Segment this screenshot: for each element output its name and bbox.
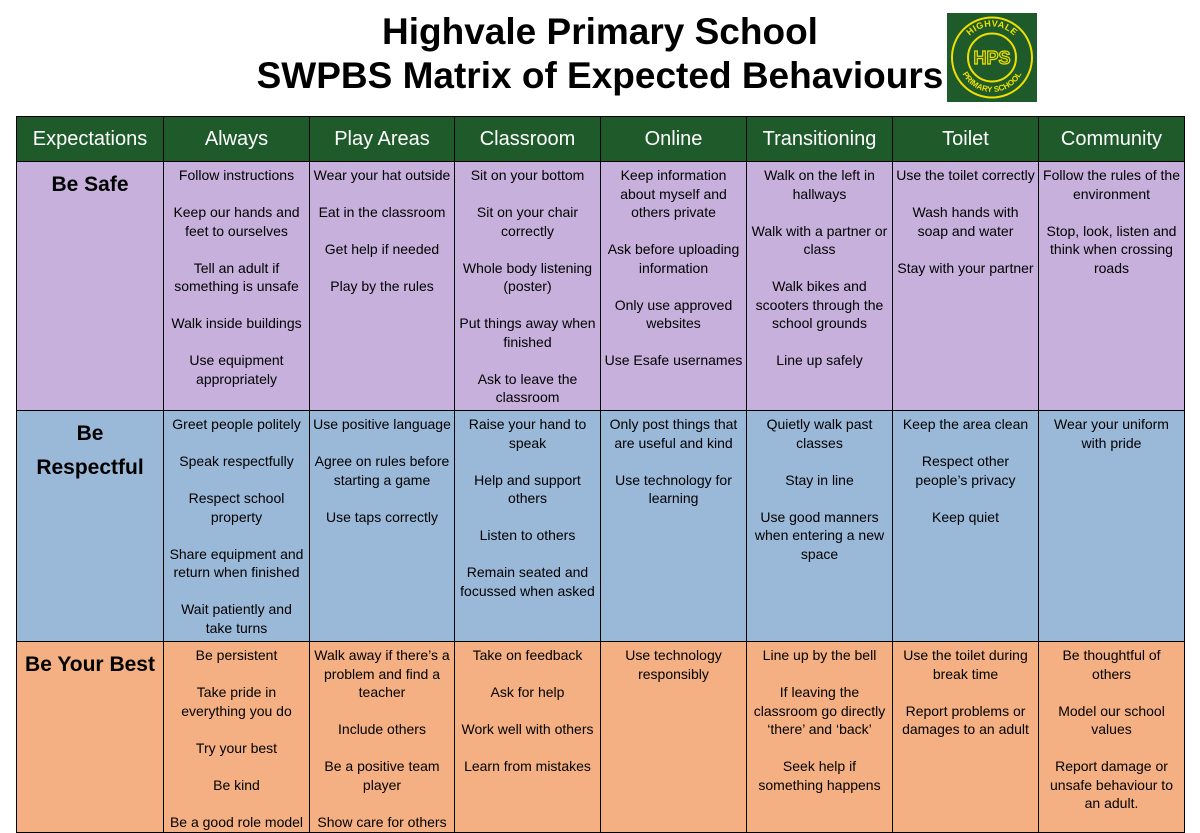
matrix-cell [164, 642, 310, 833]
matrix-cell [601, 411, 747, 642]
behaviour-item: Only post things that are useful and kind [609, 416, 738, 451]
behaviour-item: Use taps correctly [325, 508, 439, 525]
behaviour-item: Ask for help [490, 684, 565, 700]
behaviour-item: Keep information about myself and others private [620, 167, 727, 220]
behaviour-item: Follow instructions [178, 167, 295, 183]
matrix-cell [1039, 642, 1185, 833]
behaviour-item: Stay with your partner [897, 259, 1034, 276]
behaviour-item: Stop, look, listen and think when crossing roads [1046, 222, 1177, 276]
column-header: Play Areas [310, 117, 455, 162]
behaviour-item: Ask before uploading information [607, 241, 740, 276]
behaviour-item: Get help if needed [324, 241, 440, 257]
behaviour-item: Tell an adult if something is unsafe [174, 259, 299, 294]
behaviour-item: If leaving the classroom go directly ‘there’ and ‘back’ [753, 684, 886, 737]
logo-bottom-text: PRIMARY SCHOOL [960, 70, 1024, 95]
matrix-cell [747, 411, 893, 642]
matrix-cell [164, 411, 310, 642]
expectation-label: Respectful [36, 456, 144, 479]
behaviour-item: Use Esafe usernames [604, 352, 743, 368]
behaviour-item: Share equipment and return when finished [169, 545, 304, 580]
column-header: Community [1039, 117, 1185, 162]
behaviour-item: Be kind [213, 776, 260, 793]
behaviour-item: Walk away if there’s a problem and find a teacher [314, 647, 450, 700]
row-be-safe [17, 162, 1185, 411]
behaviour-item: Seek help if something happens [758, 758, 881, 793]
logo-monogram: HPS [973, 48, 1011, 68]
behaviour-item: Sit on your chair correctly [476, 204, 579, 239]
behaviour-item: Listen to others [479, 527, 576, 543]
behaviour-item: Include others [338, 721, 426, 737]
expectation-label: Be Your Best [25, 653, 155, 676]
column-header: Expectations [17, 117, 164, 162]
column-header: Always [164, 117, 310, 162]
behaviour-item: Agree on rules before starting a game [314, 453, 450, 488]
behaviour-item: Use positive language [313, 416, 451, 432]
matrix-cell [601, 642, 747, 833]
row-be-your-best [17, 642, 1185, 833]
matrix-cell [747, 162, 893, 411]
behaviour-item: Put things away when finished [459, 315, 596, 350]
matrix-cell [893, 642, 1039, 833]
matrix-cell [310, 411, 455, 642]
behaviour-item: Be a positive team player [324, 758, 440, 793]
behaviour-item: Line up safely [776, 352, 863, 368]
behaviour-matrix [16, 116, 1185, 833]
expectation-cell [17, 162, 164, 411]
behaviour-item: Play by the rules [330, 278, 434, 294]
behaviour-item: Help and support others [474, 471, 581, 506]
behaviour-item: Only use approved websites [614, 296, 733, 331]
behaviour-item: Greet people politely [172, 416, 301, 432]
behaviour-item: Use good manners when entering a new space [754, 508, 885, 562]
behaviour-item: Remain seated and focussed when asked [460, 564, 595, 599]
matrix-title: SWPBS Matrix of Expected Behaviours [256, 55, 944, 96]
column-header: Transitioning [747, 117, 893, 162]
behaviour-item: Line up by the bell [762, 647, 877, 663]
behaviour-item: Ask to leave the classroom [477, 370, 578, 405]
matrix-cell [310, 162, 455, 411]
matrix-cell [1039, 411, 1185, 642]
behaviour-item: Take on feedback [472, 647, 583, 663]
column-header: Classroom [455, 117, 601, 162]
behaviour-item: Stay in line [785, 471, 854, 488]
behaviour-item: Use technology responsibly [625, 647, 722, 682]
behaviour-item: Walk inside buildings [171, 315, 302, 331]
behaviour-item: Wear your uniform with pride [1054, 416, 1169, 451]
behaviour-item: Follow the rules of the environment [1043, 167, 1180, 202]
behaviour-item: Raise your hand to speak [468, 416, 587, 451]
behaviour-item: Use the toilet during break time [903, 647, 1028, 682]
expectation-label: Be [76, 422, 104, 445]
behaviour-item: Take pride in everything you do [181, 684, 292, 719]
matrix-cell [455, 411, 601, 642]
behaviour-item: Respect other people’s privacy [915, 453, 1016, 488]
matrix-cell [747, 642, 893, 833]
logo-top-text: HIGHVALE [964, 18, 1020, 38]
behaviour-item: Speak respectfully [179, 453, 294, 469]
header-row [17, 117, 1185, 162]
behaviour-item: Wear your hat outside [313, 167, 451, 183]
behaviour-item: Wash hands with soap and water [912, 204, 1019, 239]
behaviour-item: Respect school property [188, 490, 285, 525]
behaviour-item: Walk bikes and scooters through the school grounds [755, 278, 884, 331]
behaviour-item: Keep the area clean [902, 416, 1029, 432]
behaviour-item: Eat in the classroom [318, 204, 446, 220]
matrix-cell [601, 162, 747, 411]
behaviour-item: Walk with a partner or class [751, 222, 888, 257]
matrix-cell [1039, 162, 1185, 411]
behaviour-item: Be a good role model [169, 813, 304, 830]
behaviour-item: Report problems or damages to an adult [902, 702, 1029, 737]
behaviour-item: Keep quiet [932, 508, 999, 525]
behaviour-item: Report damage or unsafe behaviour to an adult. [1050, 758, 1173, 811]
matrix-cell [455, 162, 601, 411]
behaviour-item: Be thoughtful of others [1062, 647, 1161, 682]
behaviour-item: Wait patiently and take turns [181, 601, 292, 636]
behaviour-item: Model our school values [1058, 702, 1165, 737]
expectation-label: Be Safe [51, 173, 129, 196]
behaviour-item: Keep our hands and feet to ourselves [173, 204, 300, 239]
behaviour-item: Sit on your bottom [470, 167, 585, 183]
column-header: Toilet [893, 117, 1039, 162]
behaviour-item: Quietly walk past classes [766, 416, 873, 451]
behaviour-item: Walk on the left in hallways [764, 167, 875, 202]
school-logo [947, 13, 1037, 102]
matrix-cell [455, 642, 601, 833]
behaviour-item: Whole body listening (poster) [462, 259, 593, 294]
behaviour-item: Use equipment appropriately [189, 352, 284, 387]
matrix-cell [893, 162, 1039, 411]
behaviour-item: Try your best [195, 739, 278, 756]
behaviour-item: Work well with others [461, 721, 594, 737]
column-header: Online [601, 117, 747, 162]
behaviour-item: Use the toilet correctly [896, 167, 1035, 183]
matrix-cell [310, 642, 455, 833]
behaviour-item: Use technology for learning [615, 471, 732, 506]
matrix-cell [893, 411, 1039, 642]
matrix-cell [164, 162, 310, 411]
row-be-respectful [17, 411, 1185, 642]
expectation-cell [17, 642, 164, 833]
behaviour-item: Learn from mistakes [464, 758, 591, 774]
expectation-cell [17, 411, 164, 642]
behaviour-item: Be persistent [195, 647, 278, 663]
behaviour-item: Show care for others [317, 813, 447, 830]
school-name: Highvale Primary School [382, 11, 818, 52]
